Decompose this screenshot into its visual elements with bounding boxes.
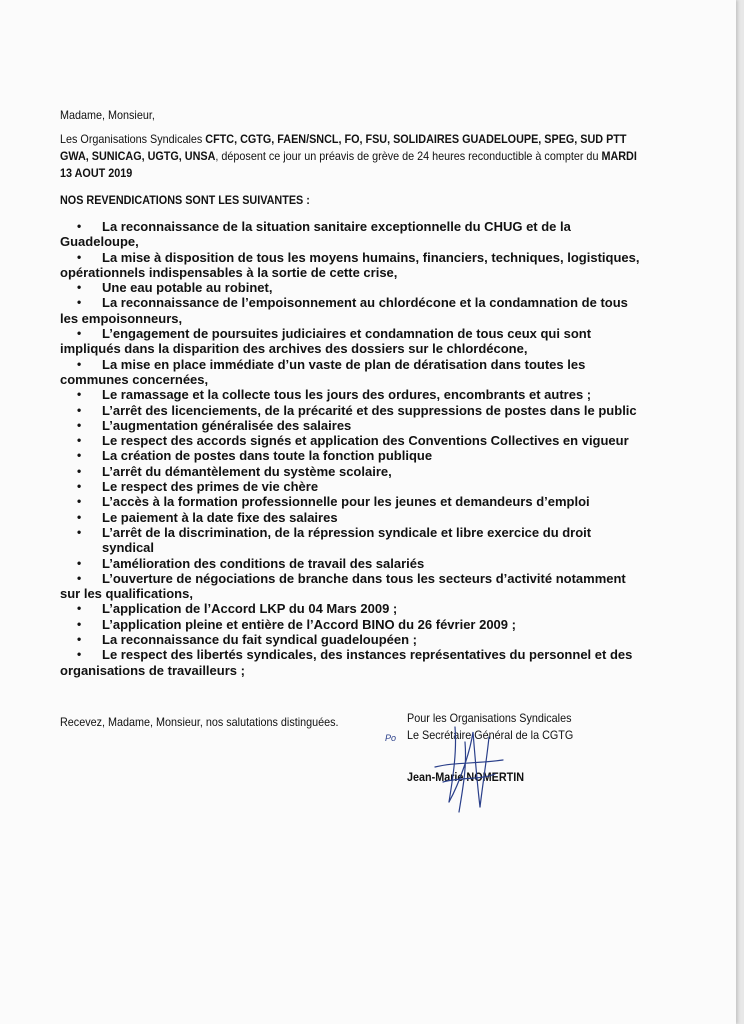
intro-date: MARDI 13 AOUT 2019	[60, 149, 637, 180]
demand-text: L’arrêt du démantèlement du système scolaire,	[102, 463, 392, 479]
demand-text: L’engagement de poursuites judiciaires et condamnation de tous ceux qui sont impliqués dans la disparition des archives des dossiers sur le chlordécone,	[60, 326, 592, 357]
demand-item	[60, 357, 640, 388]
signer-name: Jean-Marie NOMERTIN	[407, 770, 525, 784]
demand-text: La reconnaissance de l’empoisonnement au chlordécone et la condamnation de tous les empoisonneurs,	[60, 295, 628, 326]
demand-text: Le ramassage et la collecte tous les jours des ordures, encombrants et autres ;	[102, 387, 592, 403]
bullet-icon: •	[77, 448, 82, 463]
demand-item	[60, 571, 640, 602]
demand-text: La mise à disposition de tous les moyens humains, financiers, techniques, logistiques, opérationnels indispensables à la sortie de cette crise,	[60, 249, 640, 280]
demand-item	[60, 295, 640, 326]
bullet-icon: •	[77, 647, 82, 662]
demand-text: Une eau potable au robinet,	[102, 280, 273, 296]
demand-text: L’arrêt de la discrimination, de la répression syndicale et libre exercice du droit syndical	[102, 524, 592, 556]
bullet-icon: •	[77, 509, 82, 524]
demand-text: Le respect des libertés syndicales, des instances représentatives du personnel et des organisations de travailleurs ;	[60, 647, 633, 678]
demand-text: Le respect des accords signés et application des Conventions Collectives en vigueur	[102, 433, 629, 449]
demand-item	[60, 280, 640, 295]
demand-item	[60, 479, 640, 494]
demand-item	[60, 326, 640, 357]
bullet-icon: •	[77, 463, 82, 478]
demand-text: L’application pleine et entière de l’Accord BINO du 26 février 2009 ;	[102, 616, 516, 632]
demand-text: Le paiement à la date fixe des salaires	[102, 509, 338, 525]
bullet-icon: •	[77, 417, 82, 432]
bullet-icon: •	[77, 570, 82, 585]
demand-text: L’ouverture de négociations de branche dans tous les secteurs d’activité notamment sur les qualifications,	[60, 570, 626, 602]
demand-item	[60, 494, 640, 509]
demand-text: L’amélioration des conditions de travail des salariés	[102, 555, 425, 571]
demand-text: L’augmentation généralisée des salaires	[102, 417, 352, 433]
demand-text: L’application de l’Accord LKP du 04 Mars 2009 ;	[102, 601, 398, 617]
bullet-icon: •	[77, 601, 82, 616]
bullet-icon: •	[77, 494, 82, 509]
demand-text: La création de postes dans toute la fonction publique	[102, 448, 433, 464]
demand-item	[60, 219, 640, 250]
intro-middle: , déposent ce jour un préavis de grève de 24 heures reconductible à compter du	[215, 149, 602, 163]
bullet-icon: •	[77, 326, 82, 341]
demand-text: La reconnaissance de la situation sanitaire exceptionnelle du CHUG et de la Guadeloupe,	[60, 219, 571, 250]
bullet-icon: •	[77, 524, 82, 539]
demand-item	[60, 601, 640, 616]
letter-body	[60, 108, 660, 729]
demand-item	[60, 617, 640, 632]
demand-item	[60, 647, 640, 678]
demand-item	[60, 525, 640, 556]
demand-text: Le respect des primes de vie chère	[102, 479, 319, 495]
demand-text: La mise en place immédiate d’un vaste de plan de dératisation dans toutes les communes concernées,	[60, 356, 586, 387]
demand-item	[60, 510, 640, 525]
bullet-icon: •	[77, 280, 82, 295]
signature-line-2: Le Secrétaire Général de la CGTG	[407, 728, 574, 742]
bullet-icon: •	[77, 249, 82, 264]
intro-paragraph	[60, 131, 645, 182]
salutation: Madame, Monsieur,	[60, 108, 155, 122]
intro-prefix: Les Organisations Syndicales	[60, 132, 206, 146]
demand-item	[60, 448, 640, 463]
bullet-icon: •	[77, 387, 82, 402]
signature-line-1: Pour les Organisations Syndicales	[407, 711, 572, 725]
handwritten-signature	[425, 722, 515, 817]
bullet-icon: •	[77, 219, 82, 233]
demand-text: L’accès à la formation professionnelle pour les jeunes et demandeurs d’emploi	[102, 494, 590, 510]
demand-text: La reconnaissance du fait syndical guadeloupéen ;	[102, 632, 417, 648]
po-mark: Po	[385, 733, 397, 743]
closing-line: Recevez, Madame, Monsieur, nos salutations distinguées.	[60, 714, 339, 729]
demand-item	[60, 632, 640, 647]
demands-list	[60, 219, 640, 678]
intro-unions: CFTC, CGTG, FAEN/SNCL, FO, FSU, SOLIDAIRES GUADELOUPE, SPEG, SUD PTT GWA, SUNICAG, UGTG, UNSA	[60, 132, 627, 163]
bullet-icon: •	[77, 555, 82, 570]
bullet-icon: •	[77, 479, 82, 494]
bullet-icon: •	[77, 295, 82, 310]
demand-text: L’arrêt des licenciements, de la précarité et des suppressions de postes dans le public	[102, 402, 637, 418]
demand-item	[60, 433, 640, 448]
demand-item	[60, 464, 640, 479]
bullet-icon: •	[77, 356, 82, 371]
demand-item	[60, 418, 640, 433]
section-heading: NOS REVENDICATIONS SONT LES SUIVANTES :	[60, 193, 310, 207]
bullet-icon: •	[77, 402, 82, 417]
bullet-icon: •	[77, 616, 82, 631]
demand-item	[60, 250, 640, 281]
bullet-icon: •	[77, 433, 82, 448]
demand-item	[60, 556, 640, 571]
demand-item	[60, 387, 640, 402]
bullet-icon: •	[77, 632, 82, 647]
demand-item	[60, 403, 640, 418]
